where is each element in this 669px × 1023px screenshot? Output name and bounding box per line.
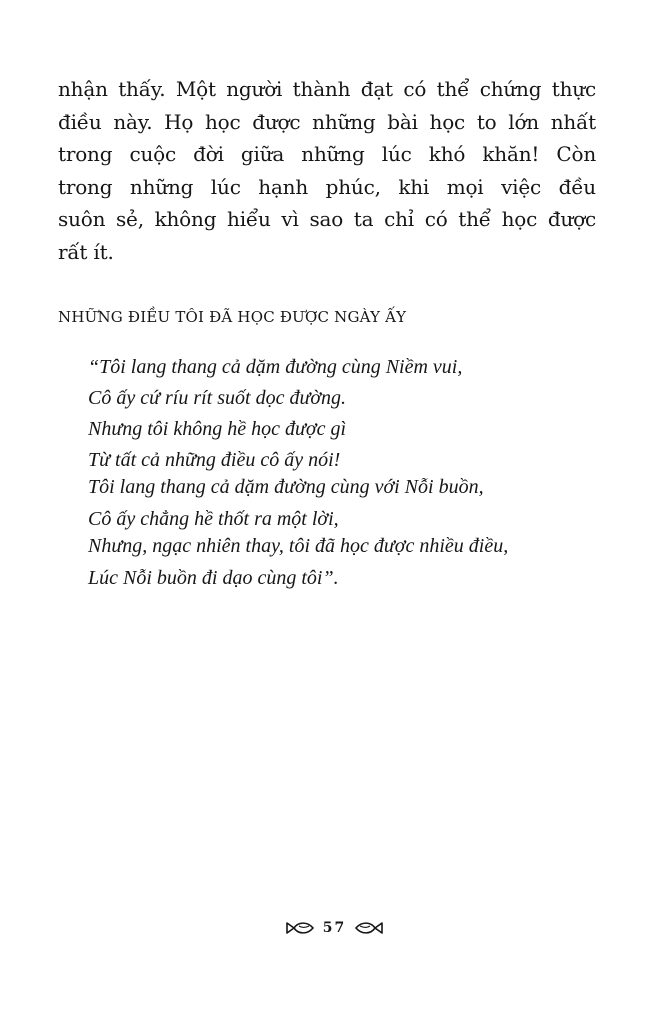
- poem-line: Nhưng tôi không hề học được gì: [88, 418, 347, 440]
- page-number: 57: [322, 920, 347, 936]
- paragraph-line: trong những lúc hạnh phúc, khi mọi việc đều: [58, 174, 596, 199]
- poem-line: “Tôi lang thang cả dặm đường cùng Niềm vui,: [88, 356, 463, 378]
- paragraph-line: trong cuộc đời giữa những lúc khó khăn! Còn: [58, 142, 596, 166]
- fish-ornament-icon: [285, 920, 315, 936]
- paragraph-line: rất ít.: [58, 239, 114, 264]
- poem-line: Cô ấy cứ ríu rít suốt dọc đường.: [88, 387, 347, 409]
- poem-line: Lúc Nỗi buồn đi dạo cùng tôi”.: [88, 567, 339, 589]
- fish-ornament-icon: [354, 920, 384, 936]
- poem-line: Cô ấy chẳng hề thốt ra một lời,: [88, 508, 339, 530]
- page-footer: [0, 920, 669, 936]
- paragraph-line: nhận thấy. Một người thành đạt có thể chứng thực: [58, 77, 596, 101]
- paragraph-line: suôn sẻ, không hiểu vì sao ta chỉ có thể học được: [58, 207, 596, 231]
- poem-line: Nhưng, ngạc nhiên thay, tôi đã học được nhiều điều,: [88, 535, 509, 557]
- poem-line: Tôi lang thang cả dặm đường cùng với Nỗi buồn,: [88, 476, 484, 498]
- paragraph-line: điều này. Họ học được những bài học to lớn nhất: [58, 109, 596, 134]
- section-heading: NHỮNG ĐIỀU TÔI ĐÃ HỌC ĐƯỢC NGÀY ẤY: [58, 308, 407, 326]
- body-paragraph: [58, 73, 596, 268]
- poem-quote: [88, 352, 596, 594]
- poem-line: Từ tất cả những điều cô ấy nói!: [88, 449, 341, 471]
